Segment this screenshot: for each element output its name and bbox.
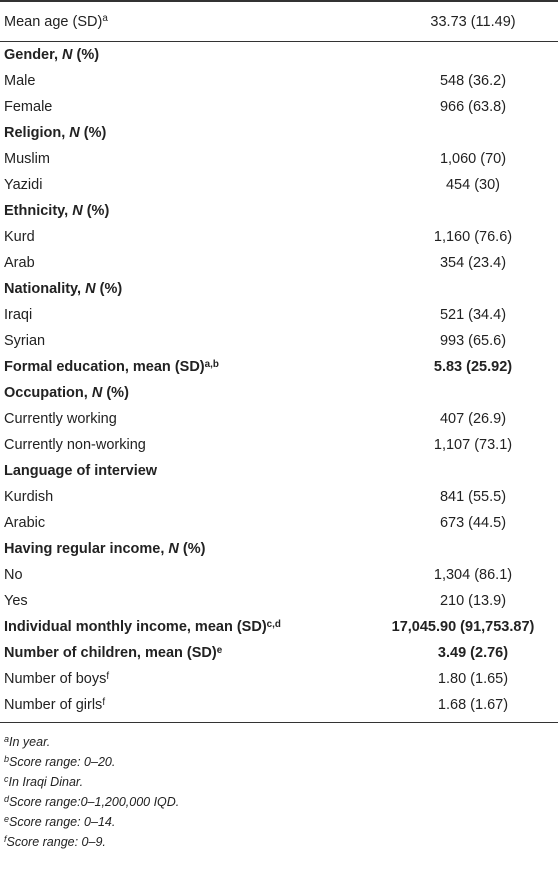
footnote [4, 812, 179, 832]
row-label-text: Mean age (SD) [4, 13, 103, 30]
section-header-row [0, 276, 558, 302]
footnote-text: In Iraqi Dinar. [8, 775, 84, 789]
row-label-text: Male [4, 73, 36, 89]
row-label-text: Occupation, [4, 385, 92, 401]
table-row [0, 692, 558, 718]
row-value: 1,304 (86.1) [433, 567, 513, 583]
footnote-mark: f [4, 834, 7, 845]
row-label-text: Formal education, mean (SD) [4, 359, 205, 375]
row-label-text: Individual monthly income, mean (SD) [4, 619, 267, 635]
section-header-row [0, 458, 558, 484]
footnote-mark: d [4, 794, 10, 805]
table-row [0, 666, 558, 692]
row-label-text: Kurd [4, 229, 35, 245]
table-bottom-rule [0, 722, 558, 723]
row-label [4, 645, 328, 661]
footnote [4, 772, 179, 792]
row-label-text: Number of girls [4, 697, 103, 713]
row-label-text: Gender, [4, 47, 63, 63]
footnote-mark: e [4, 814, 10, 825]
section-header-row [0, 354, 558, 380]
row-value: 993 (65.6) [439, 333, 507, 349]
table-row [0, 484, 558, 510]
row-value: 1,107 (73.1) [433, 437, 513, 453]
row-label-text: Iraqi [4, 307, 33, 323]
row-label-text: Yes [4, 593, 28, 609]
row-label [4, 619, 328, 635]
row-value: 354 (23.4) [439, 255, 507, 271]
table-row [0, 172, 558, 198]
row-label [4, 437, 328, 453]
row-label-text: Nationality, [4, 281, 86, 297]
row-value: 454 (30) [445, 177, 500, 193]
row-label-suffix: (%) [82, 203, 110, 219]
footnote-marker: c,d [266, 618, 281, 630]
row-value: 1.68 (1.67) [437, 697, 509, 713]
row-label-text: Number of boys [4, 671, 107, 687]
row-label [4, 567, 328, 583]
n-symbol: N [168, 541, 179, 557]
section-header-row [0, 536, 558, 562]
row-label-text: Ethnicity, [4, 203, 73, 219]
row-value: 5.83 (25.92) [433, 359, 513, 375]
row-label [4, 333, 328, 349]
row-label [4, 281, 558, 297]
row-label-suffix: (%) [95, 281, 123, 297]
footnote-text: In year. [9, 735, 51, 749]
section-header-row [0, 380, 558, 406]
row-value: 17,045.90 (91,753.87) [391, 619, 535, 635]
row-value: 841 (55.5) [439, 489, 507, 505]
footnote-text: Score range:0–1,200,000 IQD. [9, 795, 180, 809]
row-label [4, 489, 328, 505]
footnote [4, 832, 179, 852]
row-label [4, 385, 558, 401]
footnote-mark: c [4, 774, 9, 785]
table-row [0, 406, 558, 432]
table-row [0, 2, 558, 42]
footnote-marker: e [216, 644, 223, 656]
row-label-text: Having regular income, [4, 541, 169, 557]
row-label [4, 515, 328, 531]
footnote-marker: a [102, 13, 108, 25]
row-label [4, 99, 328, 115]
section-header-row [0, 614, 558, 640]
row-value: 673 (44.5) [439, 515, 507, 531]
section-header-row [0, 198, 558, 224]
row-label-text: Yazidi [4, 177, 43, 193]
footnote-text: Score range: 0–9. [6, 835, 106, 849]
row-label-text: Currently non-working [4, 437, 146, 453]
row-label [4, 203, 558, 219]
row-value: 521 (34.4) [439, 307, 507, 323]
footnote-marker: a,b [204, 358, 219, 370]
footnote-text: Score range: 0–20. [9, 755, 116, 769]
n-symbol: N [91, 385, 103, 401]
row-label-text: Currently working [4, 411, 117, 427]
row-value: 1,060 (70) [439, 151, 507, 167]
footnote-mark: b [4, 754, 10, 765]
row-value: 407 (26.9) [439, 411, 507, 427]
footnote-mark: a [4, 734, 10, 745]
row-label-suffix: (%) [79, 125, 107, 141]
table-row [0, 588, 558, 614]
row-value: 3.49 (2.76) [437, 645, 509, 661]
table-row [0, 328, 558, 354]
n-symbol: N [62, 47, 73, 63]
row-label-text: Muslim [4, 151, 50, 167]
table-row [0, 146, 558, 172]
row-label-text: Kurdish [4, 489, 54, 505]
row-value: 1,160 (76.6) [433, 229, 513, 245]
table-row [0, 68, 558, 94]
table-row [0, 250, 558, 276]
row-label [4, 177, 328, 193]
row-label [4, 541, 558, 557]
section-header-row [0, 120, 558, 146]
row-label-text: Language of interview [4, 463, 158, 479]
row-label [4, 671, 328, 687]
table-row [0, 510, 558, 536]
table-row [0, 562, 558, 588]
footnote [4, 732, 179, 752]
section-header-row [0, 42, 558, 68]
footnote-marker: f [102, 696, 106, 708]
n-symbol: N [72, 203, 83, 219]
footnote-marker: f [106, 670, 110, 682]
footnote [4, 752, 179, 772]
table-row [0, 224, 558, 250]
table-row [0, 432, 558, 458]
table-row [0, 302, 558, 328]
row-label-text: No [4, 567, 23, 583]
row-label [4, 14, 328, 30]
row-label [4, 411, 328, 427]
row-label-suffix: (%) [102, 385, 129, 401]
row-label [4, 125, 558, 141]
row-label [4, 47, 558, 63]
row-label [4, 359, 328, 375]
row-value: 1.80 (1.65) [437, 671, 509, 687]
row-label-text: Religion, [4, 125, 70, 141]
row-label-text: Number of children, mean (SD) [4, 645, 217, 661]
n-symbol: N [85, 281, 96, 297]
footnote [4, 792, 179, 812]
row-label-text: Female [4, 99, 53, 115]
row-value: 210 (13.9) [439, 593, 507, 609]
table-row [0, 94, 558, 120]
row-label [4, 593, 328, 609]
row-label [4, 151, 328, 167]
n-symbol: N [69, 125, 80, 141]
row-label-suffix: (%) [178, 541, 206, 557]
row-value: 33.73 (11.49) [430, 13, 516, 30]
section-header-row [0, 640, 558, 666]
row-label-suffix: (%) [72, 47, 100, 63]
row-value: 966 (63.8) [439, 99, 507, 115]
row-label [4, 697, 328, 713]
footnote-text: Score range: 0–14. [9, 815, 116, 829]
row-label [4, 255, 328, 271]
row-value: 548 (36.2) [439, 73, 507, 89]
row-label [4, 307, 328, 323]
row-label [4, 463, 558, 479]
footnotes [4, 732, 179, 852]
row-label [4, 73, 328, 89]
row-label-text: Arabic [4, 515, 46, 531]
row-label-text: Arab [4, 255, 35, 271]
row-label [4, 229, 328, 245]
row-label-text: Syrian [4, 333, 46, 349]
